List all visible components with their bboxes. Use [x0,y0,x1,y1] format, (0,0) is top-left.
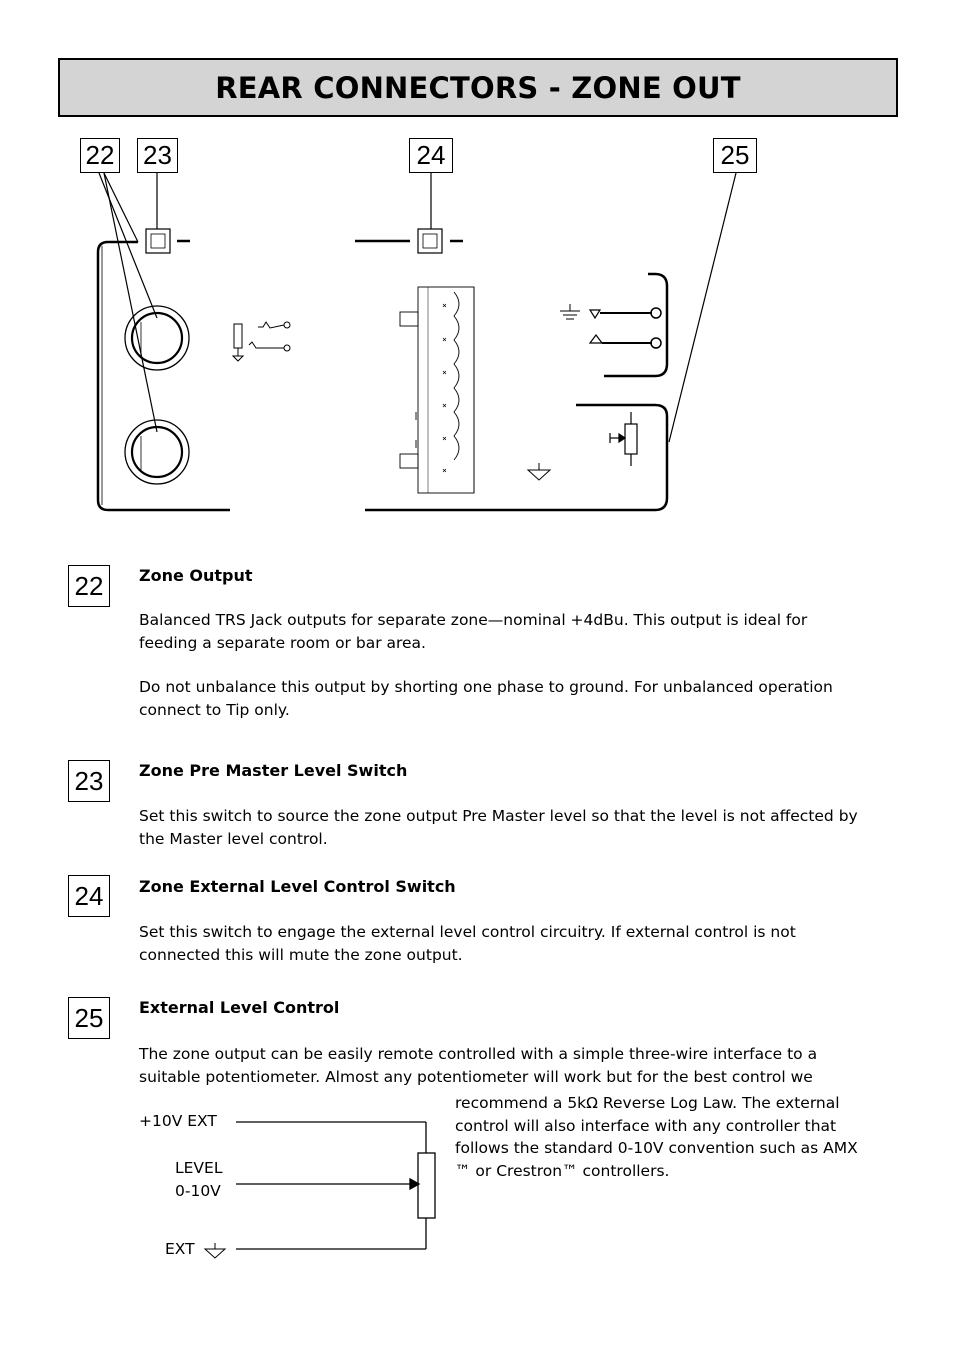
ground-symbol-upper [560,304,580,319]
switch-23 [146,229,170,253]
section-23-number-label: 23 [74,765,104,796]
plus10v-ext-label: +10V EXT [139,1112,217,1130]
section-25-body [139,1043,869,1088]
left-panel-outline [98,242,230,510]
section-25-continuation [455,1092,875,1182]
section-24-paragraph-1: Set this switch to engage the external level control circuitry. If external control is not connected this will mute the zone output. [139,923,796,964]
page-title: REAR CONNECTORS - ZONE OUT [215,70,741,105]
section-23-title: Zone Pre Master Level Switch [139,761,408,780]
section-22-paragraph-1: Balanced TRS Jack outputs for separate zone—nominal +4dBu. This output is ideal for feeding a separate room or bar area. [139,611,808,652]
jack-symbol [233,322,290,361]
level-range-label: 0-10V [175,1182,221,1200]
section-22-body [139,609,869,721]
section-22-paragraph-2: Do not unbalance this output by shorting one phase to ground. For unbalanced operation connect to Tip only. [139,678,833,719]
callout-23-label: 23 [143,140,172,170]
section-23-paragraph-1: Set this switch to source the zone output Pre Master level so that the level is not affected by the Master level control. [139,807,858,848]
wiper-arrow [410,1179,419,1189]
section-23-number [68,760,110,802]
section-25-paragraph-1: The zone output can be easily remote controlled with a simple three-wire interface to a suitable potentiometer. Almost any potentiometer will work but for the best control we [139,1045,818,1086]
section-25-number [68,997,110,1039]
wiring-potentiometer [418,1153,435,1218]
section-24-body [139,921,869,966]
section-24-number-label: 24 [74,880,104,911]
ext-ground-label: EXT [165,1240,195,1258]
potentiometer-symbol [610,412,637,466]
callout-24-label: 24 [416,140,446,170]
callout-22-label: 22 [85,140,115,170]
callout-25-label: 25 [720,140,750,170]
section-22-title: Zone Output [139,566,253,585]
terminal-block [400,287,474,493]
rear-panel-diagram [0,0,954,530]
switch-24 [418,229,442,253]
section-22-number [68,565,110,607]
level-label: LEVEL [175,1159,223,1177]
section-25-continuation-text: recommend a 5kΩ Reverse Log Law. The external control will also interface with any controller that follows the standard 0-10V convention such as AMX ™ or Crestron™ controllers. [455,1094,858,1180]
section-25-title: External Level Control [139,998,340,1017]
center-panel-outline [365,405,667,510]
section-25-number-label: 25 [74,1002,104,1033]
ext-ground-icon [205,1243,225,1258]
section-23-body [139,805,869,850]
section-24-title: Zone External Level Control Switch [139,877,456,896]
section-22-number-label: 22 [74,570,104,601]
section-24-number [68,875,110,917]
ground-symbol-lower [528,463,550,480]
trs-jack-upper [125,306,189,370]
